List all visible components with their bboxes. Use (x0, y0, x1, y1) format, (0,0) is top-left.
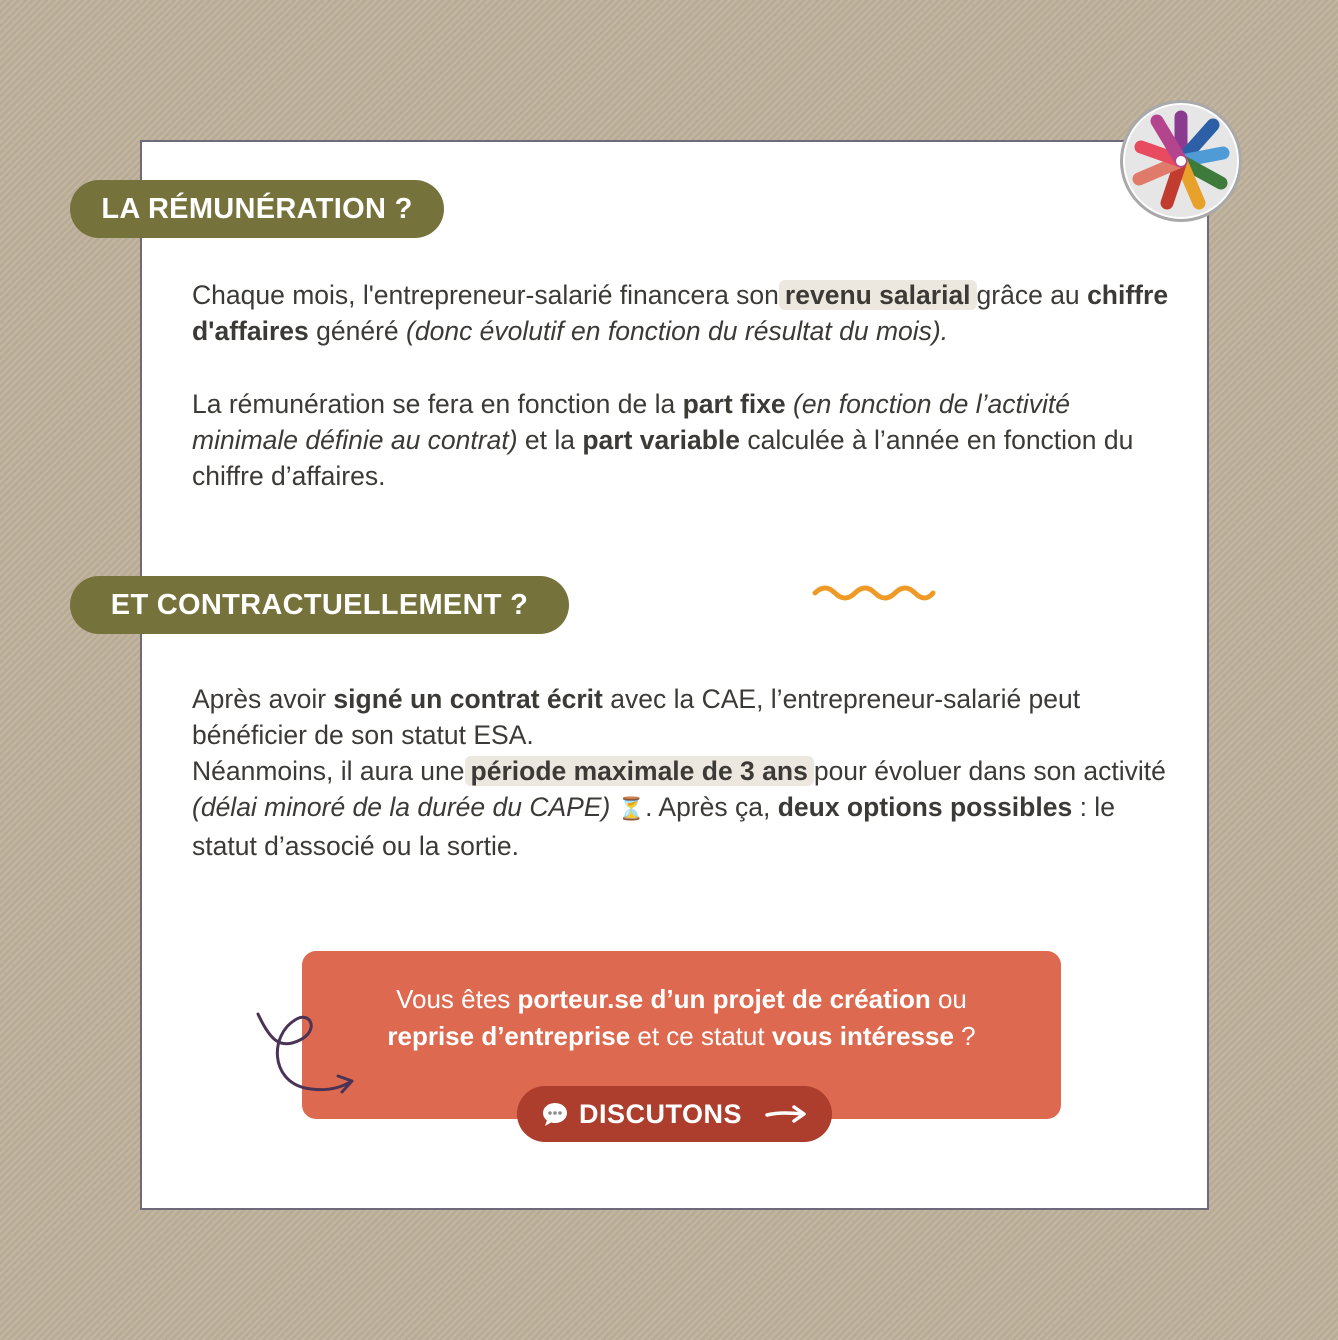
discutons-label: DISCUTONS (578, 1098, 743, 1129)
text-span: et ce statut (637, 1021, 765, 1051)
bold-deux-options: deux options possibles (777, 792, 1073, 822)
text-span: calculée à l’année en fonction du chiffre d’affaires. (192, 425, 1134, 491)
arrow-right-icon (764, 1104, 808, 1124)
text-span: avec la CAE, l’entrepreneur-salarié peut bénéficier de son statut ESA. (192, 684, 1081, 750)
highlight-periode-maximale: période maximale de 3 ans (465, 756, 814, 786)
text-span: généré (316, 316, 399, 346)
highlight-revenu-salarial: revenu salarial (779, 280, 977, 310)
text-span: Chaque mois, l'entrepreneur-salarié financera son (192, 280, 779, 310)
bold-chiffre-affaires: chiffre d'affaires (192, 280, 1169, 346)
hourglass-icon: ⏳ (617, 797, 646, 822)
italic-note: (délai minoré de la durée du CAPE) (192, 792, 611, 822)
curly-arrow-icon (250, 1010, 360, 1100)
text-span: ou (937, 984, 967, 1014)
text-span: Après avoir (192, 684, 327, 714)
italic-note: (donc évolutif en fonction du résultat du mois). (406, 316, 949, 346)
bold-projet-creation: porteur.se d’un projet de création (517, 984, 931, 1014)
text-span: . Après ça, (645, 792, 771, 822)
bold-part-variable: part variable (582, 425, 740, 455)
heading-remuneration: LA RÉMUNÉRATION ? (70, 180, 444, 238)
text-span: Néanmoins, il aura une (192, 756, 465, 786)
discutons-button[interactable] (517, 1086, 832, 1142)
logo (1120, 100, 1242, 222)
remuneration-paragraph-2 (192, 386, 1172, 494)
text-span: et la (524, 425, 575, 455)
squiggle-decoration (812, 582, 936, 604)
heading-contractuellement: ET CONTRACTUELLEMENT ? (70, 576, 569, 634)
text-span: pour évoluer dans son activité (813, 756, 1166, 786)
italic-note: (en fonction de l’activité minimale définie au contrat) (192, 389, 1070, 455)
contract-paragraph (192, 681, 1172, 864)
logo-star-icon (1123, 103, 1239, 219)
bold-part-fixe: part fixe (682, 389, 786, 419)
speech-bubble-icon (541, 1101, 569, 1127)
text-span: : le statut d’associé ou la sortie. (192, 792, 1115, 861)
bold-reprise-entreprise: reprise d’entreprise (387, 1021, 631, 1051)
text-span: La rémunération se fera en fonction de la (192, 389, 676, 419)
bold-contrat-ecrit: signé un contrat écrit (333, 684, 603, 714)
text-span: ? (961, 1021, 976, 1051)
text-span: Vous êtes (396, 984, 511, 1014)
bold-vous-interesse: vous intéresse (771, 1021, 954, 1051)
text-span: grâce au (976, 280, 1080, 310)
remuneration-paragraph-1 (192, 277, 1172, 349)
